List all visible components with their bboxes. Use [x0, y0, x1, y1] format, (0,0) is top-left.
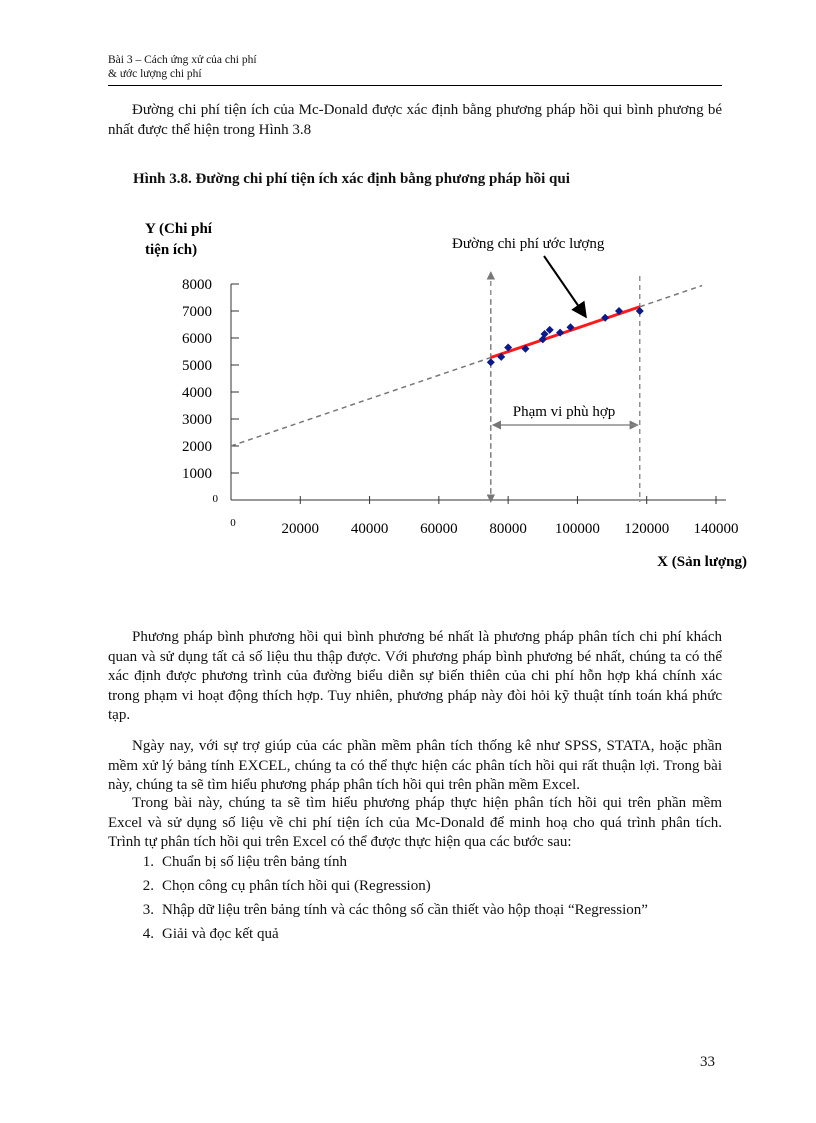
x-axis-label: X (Sản lượng)	[657, 554, 747, 570]
intro-paragraph: Đường chi phí tiện ích của Mc-Donald được xác định bằng phương pháp hồi qui bình phương bé nhất được thể hiện trong Hình 3.8	[108, 102, 722, 138]
y-tick-label: 5000	[182, 358, 212, 374]
x-tick-label: 80000	[489, 521, 527, 537]
step-number: 2.	[142, 878, 154, 894]
step-text: Chọn công cụ phân tích hồi qui (Regression)	[162, 878, 431, 894]
step-text: Nhập dữ liệu trên bảng tính và các thông số cần thiết vào hộp thoại “Regression”	[162, 902, 648, 918]
y-tick-label: 7000	[182, 304, 212, 320]
y-tick-label: 8000	[182, 277, 212, 293]
y-axis-label-line-2: tiện ích)	[145, 242, 198, 258]
step-item	[108, 851, 722, 875]
y-tick-label: 3000	[182, 412, 212, 428]
paragraph-1: Phương pháp bình phương hồi qui bình phương bé nhất là phương pháp phân tích chi phí khách quan và sử dụng tất cả số liệu thu thập được. Với phương pháp bình phương bé nhất, chúng ta có thể xác định được phương trình của đường biểu diễn sự biến thiên của chi phí hỗn hợp khá chính xác trong phạm vi hoạt động thích hợp. Tuy nhiên, phương pháp này đòi hỏi kỹ thuật tính toán khá phức tạp.	[108, 629, 722, 723]
header-line-2: & ước lượng chi phí	[108, 68, 202, 80]
annotation-relevant-range: Phạm vi phù hợp	[512, 404, 616, 420]
x-tick-label: 0	[230, 517, 236, 529]
y-tick-label: 4000	[182, 385, 212, 401]
x-tick-label: 140000	[693, 521, 739, 537]
step-item	[108, 923, 722, 947]
y-tick-label: 1000	[182, 466, 212, 482]
data-point	[487, 358, 495, 366]
annotation-estimated-line: Đường chi phí ước lượng	[452, 236, 605, 252]
steps-list	[108, 851, 722, 947]
step-number: 4.	[142, 926, 154, 942]
x-tick-label: 60000	[420, 521, 458, 537]
fitted-cost-line	[491, 307, 640, 358]
paragraph-2: Ngày nay, với sự trợ giúp của các phần mềm phân tích thống kê như SPSS, STATA, hoặc phần mềm xử lý bảng tính EXCEL, chúng ta có thể thực hiện các phân tích hồi qui rất thuận lợi. Trong bài này, chúng ta sẽ tìm hiểu phương pháp phân tích hồi qui trên phần mềm Excel.	[108, 738, 722, 793]
paragraph-3: Trong bài này, chúng ta sẽ tìm hiểu phương pháp thực hiện phân tích hồi qui trên phần mềm Excel và sử dụng số liệu về chi phí tiện ích của Mc-Donald để minh hoạ cho quá trình phân tích. Trình tự phân tích hồi qui trên Excel có thể được thực hiện qua các bước sau:	[108, 795, 722, 850]
x-tick-label: 40000	[350, 521, 389, 537]
annotation-arrow	[544, 256, 586, 317]
y-axis-label-line-1: Y (Chi phí	[145, 221, 212, 237]
y-tick-label: 6000	[182, 331, 212, 347]
figure-title: Hình 3.8. Đường chi phí tiện ích xác định bằng phương pháp hồi qui	[133, 171, 570, 187]
step-item	[108, 899, 722, 923]
step-text: Chuẩn bị số liệu trên bảng tính	[162, 854, 347, 870]
x-tick-label: 20000	[281, 521, 320, 537]
step-text: Giải và đọc kết quả	[162, 926, 279, 942]
step-item	[108, 875, 722, 899]
header-line-1: Bài 3 – Cách ứng xử của chi phí	[108, 54, 257, 66]
x-tick-label: 100000	[554, 521, 600, 537]
y-tick-label: 0	[212, 493, 218, 505]
page-number: 33	[700, 1054, 715, 1070]
step-number: 3.	[142, 902, 154, 918]
step-number: 1.	[142, 854, 154, 870]
y-tick-label: 2000	[182, 439, 212, 455]
x-tick-label: 120000	[624, 521, 670, 537]
